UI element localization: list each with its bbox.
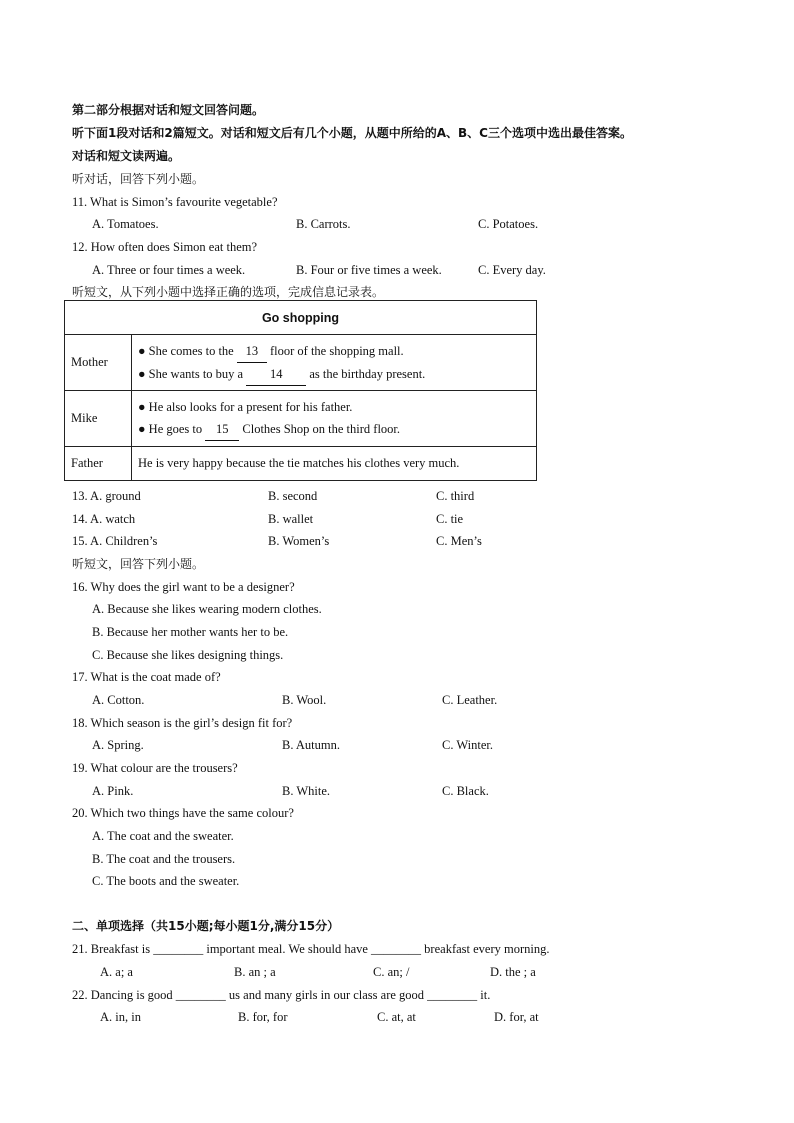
question-17: 17. What is the coat made of? — [72, 670, 221, 684]
question-16: 16. Why does the girl want to be a designer? — [72, 580, 295, 594]
q22-option-d: D. for, at — [494, 1010, 539, 1024]
question-12: 12. How often does Simon eat them? — [72, 240, 258, 254]
question-21: 21. Breakfast is ________ important meal. We should have ________ breakfast every morning. — [72, 942, 550, 956]
q21-option-b: B. an ; a — [234, 965, 276, 979]
q18-option-a: A. Spring. — [92, 738, 144, 752]
row-content-mother — [132, 335, 537, 391]
q18-option-c: C. Winter. — [442, 738, 494, 752]
blank-13: 13 — [237, 340, 267, 363]
row-content-mike — [132, 391, 537, 447]
q19-option-a: A. Pink. — [92, 784, 134, 798]
q17-option-b: B. Wool. — [282, 693, 327, 707]
q17-option-a: A. Cotton. — [92, 693, 145, 707]
q21-option-d: D. the ; a — [490, 965, 536, 979]
part2-instruction-2: 对话和短文读两遍。 — [72, 149, 181, 163]
q12-option-a: A. Three or four times a week. — [92, 263, 246, 277]
question-11: 11. What is Simon’s favourite vegetable? — [72, 195, 278, 209]
part-single-choice-heading: 二、单项选择（共15小题;每小题1分,满分15分） — [72, 919, 340, 933]
row-label-mike: Mike — [65, 391, 132, 447]
q20-option-c: C. The boots and the sweater. — [92, 874, 240, 888]
q12-option-c: C. Every day. — [478, 263, 546, 277]
q20-option-b: B. The coat and the trousers. — [92, 852, 236, 866]
section-passage-table-title: 听短文，从下列小题中选择正确的选项，完成信息记录表。 — [72, 285, 385, 299]
q21-option-c: C. an; / — [373, 965, 410, 979]
q22-option-a: A. in, in — [100, 1010, 141, 1024]
q19-option-c: C. Black. — [442, 784, 489, 798]
q14-option-a: 14. A. watch — [72, 512, 136, 526]
q11-option-c: C. Potatoes. — [478, 217, 539, 231]
q19-option-b: B. White. — [282, 784, 331, 798]
question-22: 22. Dancing is good ________ us and many girls in our class are good ________ it. — [72, 988, 491, 1002]
q15-option-b: B. Women’s — [268, 534, 330, 548]
q16-option-b: B. Because her mother wants her to be. — [92, 625, 289, 639]
q12-option-b: B. Four or five times a week. — [296, 263, 442, 277]
section-dialogue-title: 听对话，回答下列小题。 — [72, 172, 205, 186]
q16-option-a: A. Because she likes wearing modern clothes. — [92, 602, 322, 616]
q21-option-a: A. a; a — [100, 965, 133, 979]
part2-instruction-1: 听下面1段对话和2篇短文。对话和短文后有几个小题，从题中所给的A、B、C三个选项中选出最佳答案。 — [72, 126, 632, 140]
row-label-mother: Mother — [65, 335, 132, 391]
q18-option-b: B. Autumn. — [282, 738, 340, 752]
q11-option-b: B. Carrots. — [296, 217, 351, 231]
section-passage-title: 听短文，回答下列小题。 — [72, 557, 205, 571]
info-record-table — [64, 300, 537, 481]
q13-option-c: C. third — [436, 489, 475, 503]
q20-option-a: A. The coat and the sweater. — [92, 829, 234, 843]
q11-option-a: A. Tomatoes. — [92, 217, 159, 231]
blank-14: 14 — [246, 363, 306, 386]
row-content-father: He is very happy because the tie matches his clothes very much. — [132, 447, 537, 481]
row-label-father: Father — [65, 447, 132, 481]
q15-option-c: C. Men’s — [436, 534, 482, 548]
mother-line-2: ● She wants to buy a 14 as the birthday present. — [138, 363, 530, 386]
q15-option-a: 15. A. Children’s — [72, 534, 158, 548]
mother-line-1: ● She comes to the 13 floor of the shopping mall. — [138, 340, 530, 363]
table-title: Go shopping — [65, 301, 537, 335]
q22-option-c: C. at, at — [377, 1010, 416, 1024]
q17-option-c: C. Leather. — [442, 693, 498, 707]
q22-option-b: B. for, for — [238, 1010, 288, 1024]
q16-option-c: C. Because she likes designing things. — [92, 648, 284, 662]
q14-option-b: B. wallet — [268, 512, 314, 526]
part2-heading: 第二部分根据对话和短文回答问题。 — [72, 103, 265, 117]
question-20: 20. Which two things have the same colour? — [72, 806, 294, 820]
mike-line-1: ● He also looks for a present for his father. — [138, 400, 353, 414]
mike-line-2: ● He goes to 15 Clothes Shop on the third floor. — [138, 418, 530, 441]
question-18: 18. Which season is the girl’s design fit for? — [72, 716, 293, 730]
question-19: 19. What colour are the trousers? — [72, 761, 238, 775]
q14-option-c: C. tie — [436, 512, 464, 526]
blank-15: 15 — [205, 418, 239, 441]
q13-option-a: 13. A. ground — [72, 489, 141, 503]
q13-option-b: B. second — [268, 489, 318, 503]
